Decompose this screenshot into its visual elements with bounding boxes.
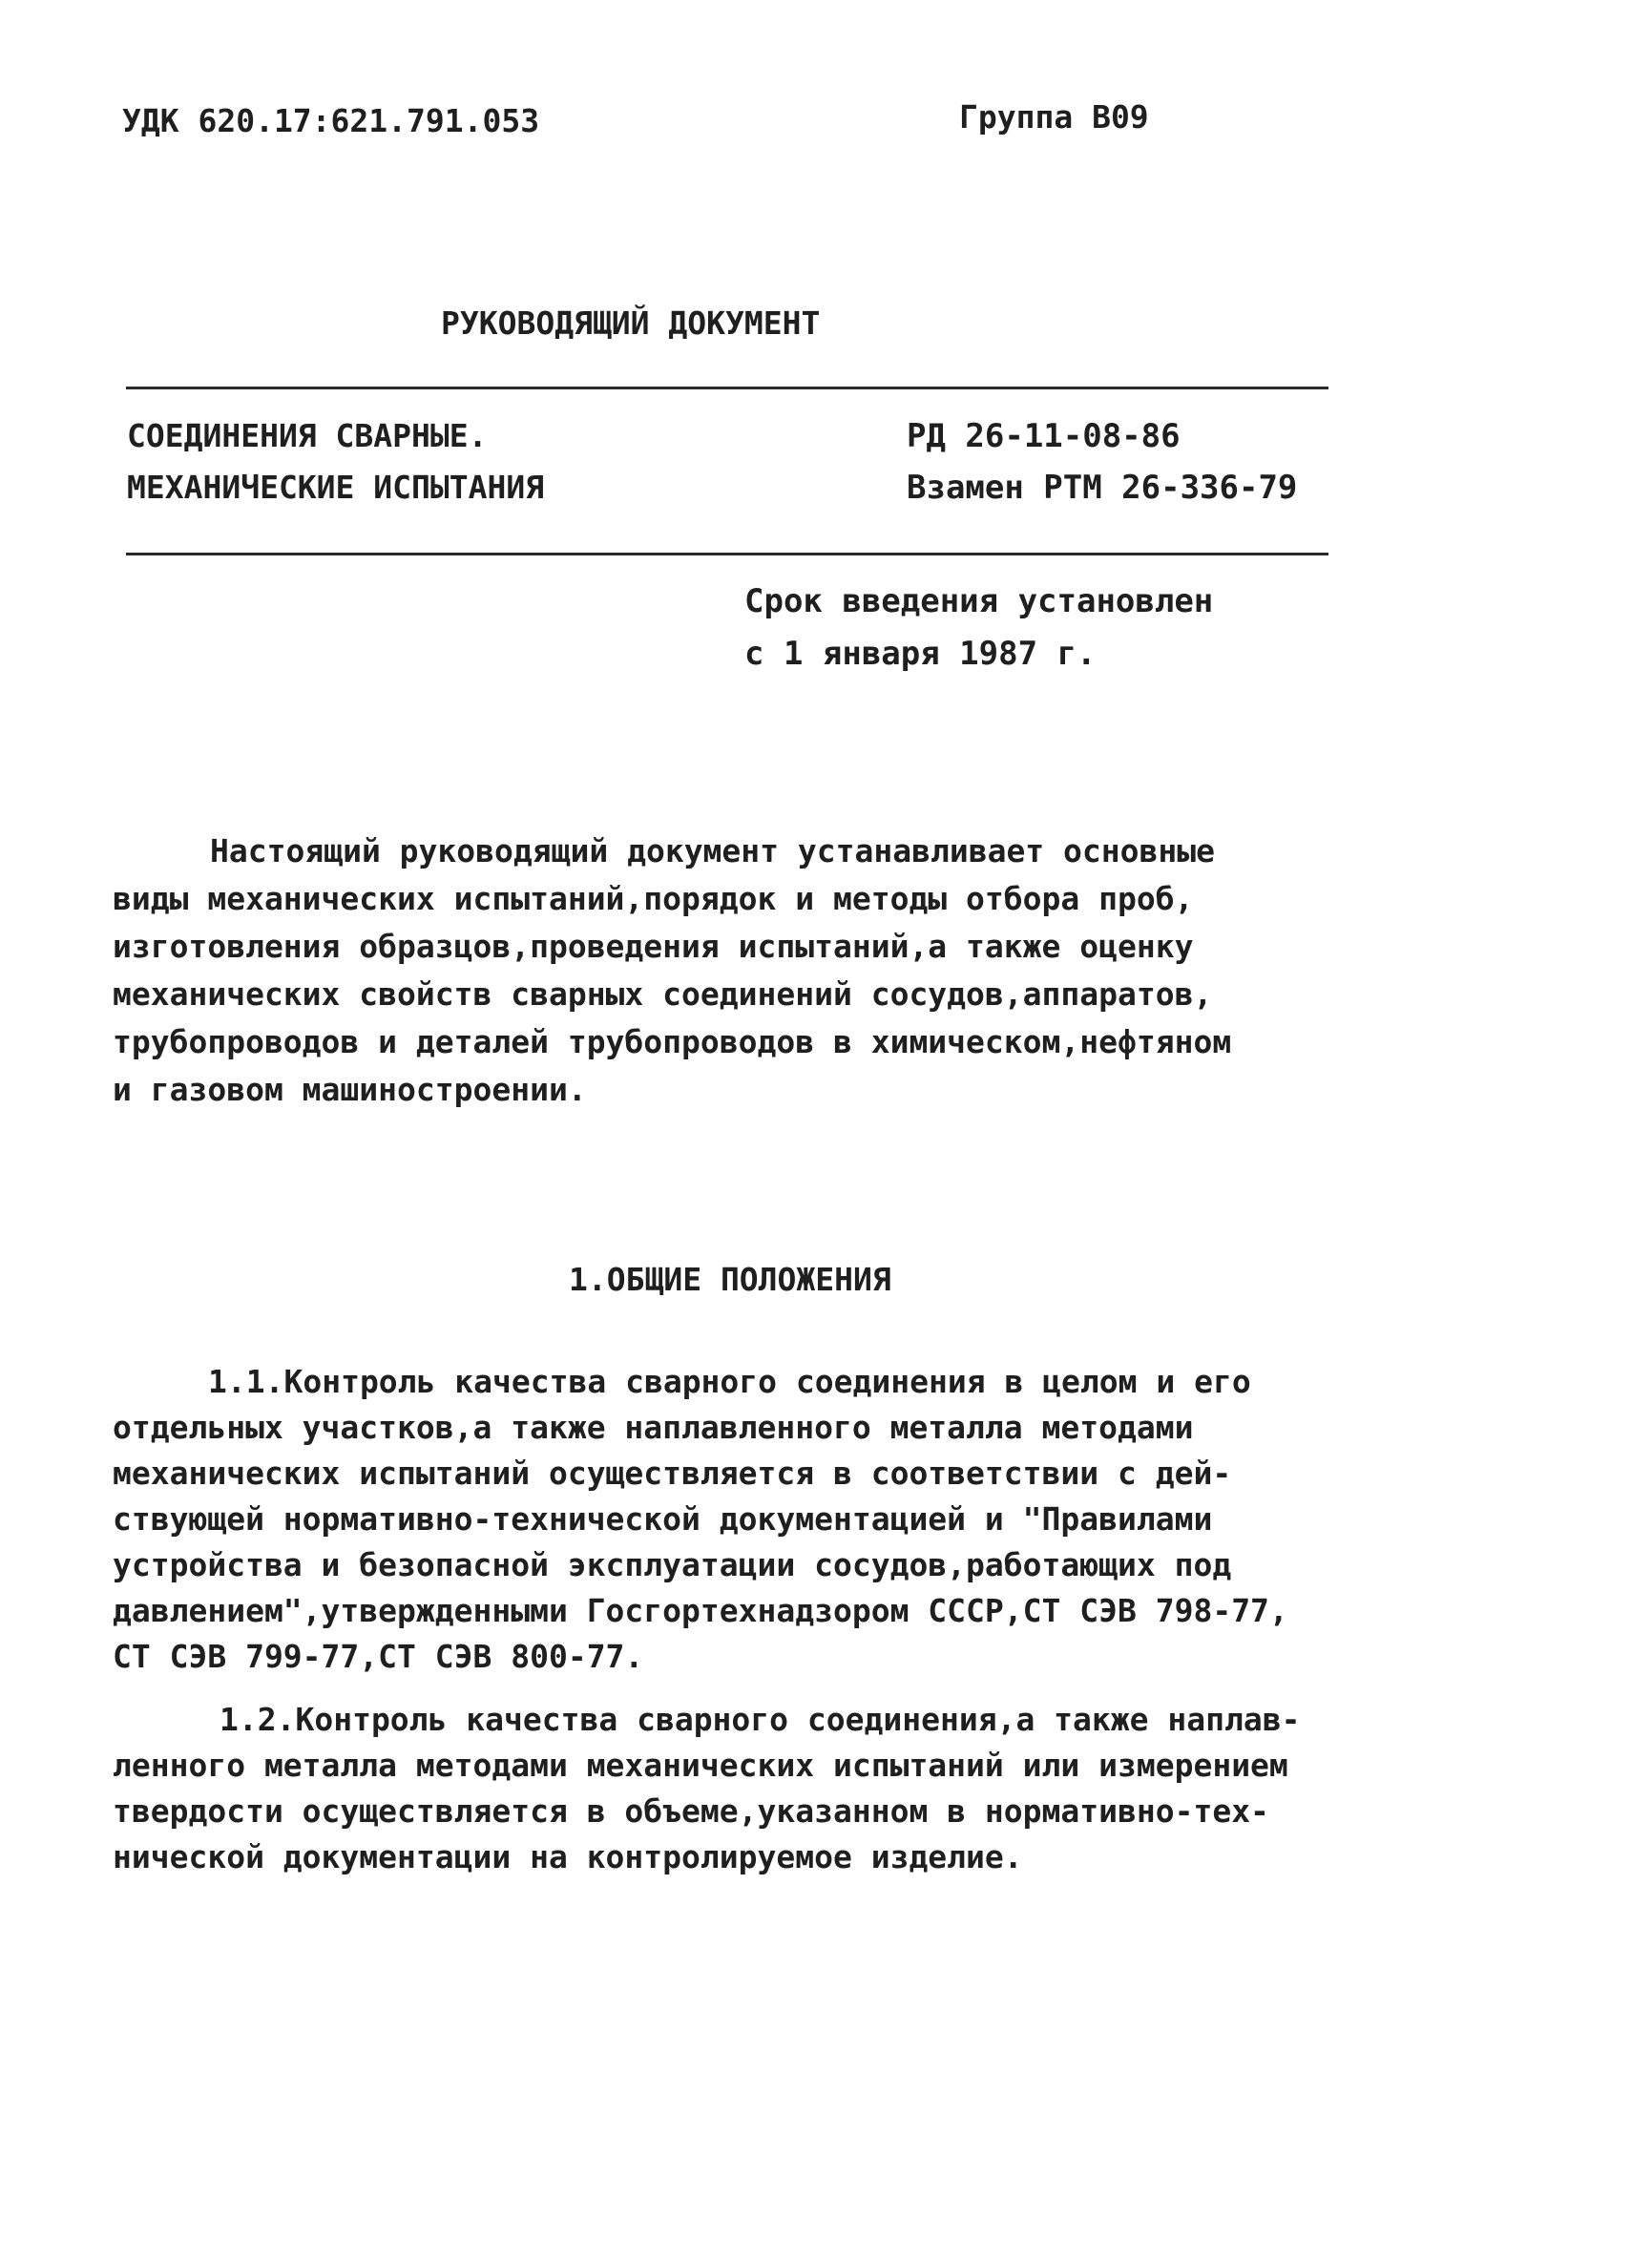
paragraph-line: виды механических испытаний,порядок и методы отбора проб, [113, 880, 1194, 917]
paragraph-line: и газовом машиностроении. [113, 1071, 587, 1108]
paragraph-line: механических испытаний осуществляется в соответствии с дей- [113, 1455, 1232, 1492]
introduction-date-line-1: Срок введения установлен [744, 582, 1214, 620]
paragraph-line: твердости осуществляется в объеме,указанном в нормативно-тех- [113, 1792, 1269, 1830]
clause-1-2 [113, 1697, 1382, 1880]
intro-paragraph [113, 827, 1382, 1114]
paragraph-line: ленного металла методами механических испытаний или измерением [113, 1747, 1288, 1784]
document-title-line-1: СОЕДИНЕНИЯ СВАРНЫЕ. [127, 417, 488, 454]
paragraph-line: трубопроводов и деталей трубопроводов в химическом,нефтяном [113, 1023, 1232, 1060]
paragraph-line: нической документации на контролируемое изделие. [113, 1838, 1023, 1875]
udk-code: УДК 620.17:621.791.053 [122, 102, 540, 139]
paragraph-line: СТ СЭВ 799-77,СТ СЭВ 800-77. [113, 1638, 644, 1675]
document-code: РД 26-11-08-86 [907, 417, 1181, 455]
paragraph-line: ствующей нормативно-технической документацией и "Правилами [113, 1500, 1213, 1538]
title-block-top-rule [126, 387, 1328, 389]
document-title-line-2: МЕХАНИЧЕСКИЕ ИСПЫТАНИЯ [127, 469, 545, 506]
paragraph-line: 1.2.Контроль качества сварного соединения,а также наплав- [220, 1701, 1301, 1738]
paragraph-line: механических свойств сварных соединений сосудов,аппаратов, [113, 975, 1213, 1013]
paragraph-line: 1.1.Контроль качества сварного соединения в целом и его [208, 1363, 1251, 1400]
document-type-heading: РУКОВОДЯЩИЙ ДОКУМЕНТ [441, 304, 821, 342]
paragraph-line: отдельных участков,а также наплавленного металла методами [113, 1409, 1194, 1446]
introduction-date-line-2: с 1 января 1987 г. [744, 635, 1097, 673]
title-block-bottom-rule [126, 553, 1328, 555]
paragraph-line: Настоящий руководящий документ устанавливает основные [210, 832, 1215, 869]
paragraph-line: устройства и безопасной эксплуатации сосудов,работающих под [113, 1546, 1232, 1583]
paragraph-line: изготовления образцов,проведения испытаний,а также оценку [113, 928, 1194, 965]
clause-1-1 [113, 1359, 1382, 1680]
replaces-document: Взамен РТМ 26-336-79 [907, 469, 1298, 507]
section-heading: 1.ОБЩИЕ ПОЛОЖЕНИЯ [569, 1261, 891, 1298]
paragraph-line: давлением",утвержденными Госгортехнадзором СССР,СТ СЭВ 798-77, [113, 1592, 1288, 1629]
group-code: Группа В09 [959, 98, 1149, 136]
